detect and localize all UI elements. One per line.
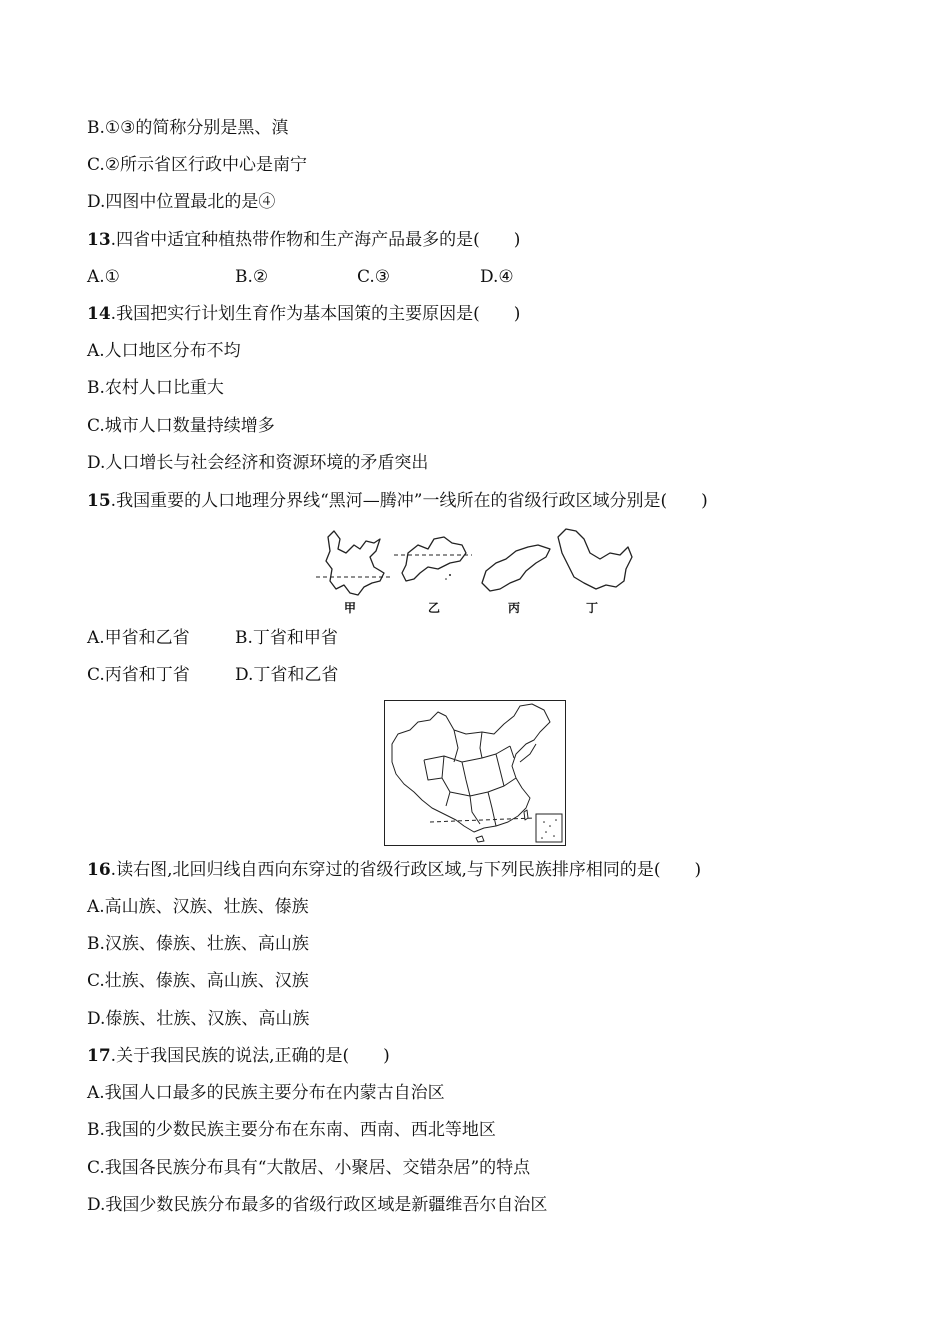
map-label-jia: 甲: [344, 601, 357, 615]
q17-option-d: D.我国少数民族分布最多的省级行政区域是新疆维吾尔自治区: [87, 1195, 548, 1215]
q13-option-c: C.③: [357, 267, 391, 287]
q14-option-c: C.城市人口数量持续增多: [87, 416, 275, 436]
q16-stem: [87, 859, 701, 881]
q15-option-d: D.丁省和乙省: [235, 665, 339, 685]
q17-stem: [87, 1045, 390, 1067]
q16-option-c: C.壮族、傣族、高山族、汉族: [87, 971, 309, 991]
china-map-svg: [384, 700, 566, 846]
q15-option-a: A.甲省和乙省: [87, 628, 190, 648]
q16-option-a: A.高山族、汉族、壮族、傣族: [87, 897, 309, 917]
map-jia-outline: [326, 531, 384, 595]
q13-option-a: A.①: [87, 267, 120, 287]
q14-option-b: B.农村人口比重大: [87, 378, 224, 398]
province-outline-maps: [310, 523, 645, 615]
q16-number: 16: [87, 860, 111, 880]
q17-option-c: C.我国各民族分布具有“大散居、小聚居、交错杂居”的特点: [87, 1158, 531, 1178]
q14-number: 14: [87, 304, 111, 324]
q15-option-c: C.丙省和丁省: [87, 665, 190, 685]
map-ding-outline: [558, 529, 632, 589]
q17-text: .关于我国民族的说法,正确的是( ): [110, 1046, 390, 1066]
china-map-figure: [384, 700, 566, 846]
q13-number: 13: [87, 230, 111, 250]
q15-text: .我国重要的人口地理分界线“黑河—腾冲”一线所在的省级行政区域分别是( ): [110, 491, 708, 511]
map-yi-outline: [402, 537, 466, 581]
q13-text: .四省中适宜种植热带作物和生产海产品最多的是( ): [110, 230, 521, 250]
q12-option-c: C.②所示省区行政中心是南宁: [87, 155, 308, 175]
q17-number: 17: [87, 1046, 111, 1066]
q13-stem: [87, 229, 520, 251]
q16-option-b: B.汉族、傣族、壮族、高山族: [87, 934, 309, 954]
map-label-bing: 丙: [508, 601, 521, 615]
q14-stem: [87, 303, 520, 325]
q17-option-a: A.我国人口最多的民族主要分布在内蒙古自治区: [87, 1083, 445, 1103]
q12-option-b: B.①③的简称分别是黑、滇: [87, 118, 289, 138]
q13-option-b: B.②: [235, 267, 269, 287]
q15-number: 15: [87, 491, 111, 511]
q14-option-d: D.人口增长与社会经济和资源环境的矛盾突出: [87, 453, 429, 473]
q13-option-d: D.④: [480, 267, 514, 287]
q14-option-a: A.人口地区分布不均: [87, 341, 241, 361]
map-label-yi: 乙: [428, 601, 441, 615]
q16-text: .读右图,北回归线自西向东穿过的省级行政区域,与下列民族排序相同的是( ): [110, 860, 702, 880]
q12-option-d: D.四图中位置最北的是④: [87, 192, 276, 212]
q17-option-b: B.我国的少数民族主要分布在东南、西南、西北等地区: [87, 1120, 496, 1140]
q15-stem: [87, 490, 708, 512]
q14-text: .我国把实行计划生育作为基本国策的主要原因是( ): [110, 304, 521, 324]
south-china-sea-inset: [536, 814, 562, 842]
q15-option-b: B.丁省和甲省: [235, 628, 338, 648]
map-bing-outline: [482, 545, 550, 591]
map-label-ding: 丁: [586, 601, 599, 615]
q16-option-d: D.傣族、壮族、汉族、高山族: [87, 1009, 310, 1029]
